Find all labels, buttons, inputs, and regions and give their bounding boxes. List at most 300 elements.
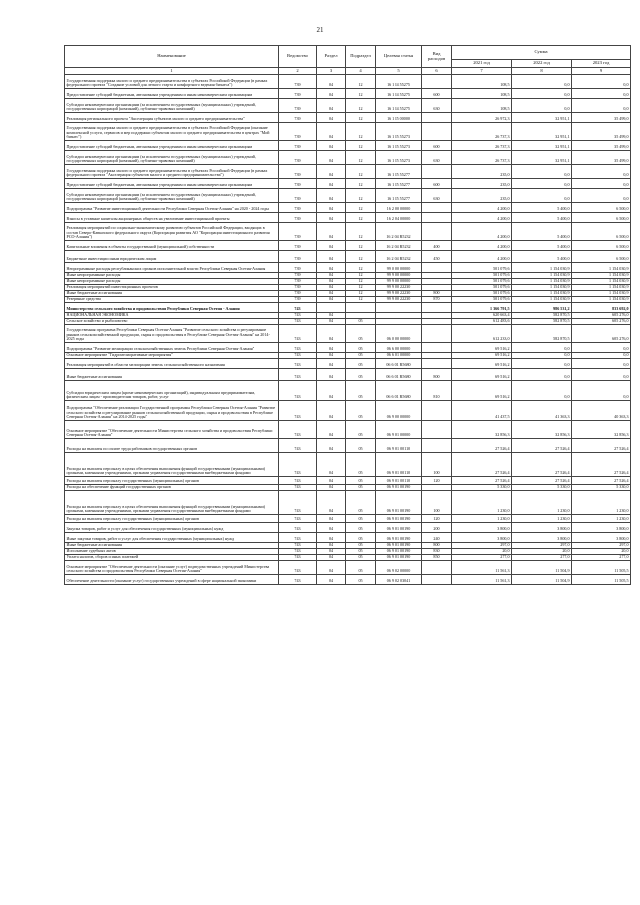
row-name-cell: Взносы в уставные капиталы акционерных обществ на увеличение инвестиционной проекты bbox=[65, 213, 279, 223]
row-subsection-cell: 12 bbox=[346, 263, 376, 273]
row-section-cell: 04 bbox=[317, 141, 346, 151]
row-section-cell: 04 bbox=[317, 213, 346, 223]
row-amount-2021-cell: 501 079,6 bbox=[452, 273, 512, 279]
table-row bbox=[65, 515, 631, 523]
table-row bbox=[65, 251, 631, 263]
header-expense-type: Вид расходов bbox=[422, 46, 452, 68]
row-department-cell: 739 bbox=[279, 291, 317, 297]
row-section-cell: 04 bbox=[317, 523, 346, 533]
row-amount-2023-cell: 27 526,4 bbox=[572, 453, 631, 477]
row-department-cell: 739 bbox=[279, 75, 317, 89]
row-amount-2022-cell: 20,0 bbox=[512, 549, 572, 555]
row-amount-2021-cell: 32 856,3 bbox=[452, 421, 512, 439]
row-expense-type-cell: 800 bbox=[422, 291, 452, 297]
row-amount-2021-cell: 1 230,0 bbox=[452, 515, 512, 523]
row-amount-2023-cell: 0,0 bbox=[572, 189, 631, 203]
header-year-2021: 2021 год bbox=[452, 60, 512, 68]
header-section: Раздел bbox=[317, 46, 346, 68]
row-subsection-cell: 05 bbox=[346, 515, 376, 523]
column-number: 1 bbox=[65, 68, 279, 75]
row-amount-2021-cell: 4 200,0 bbox=[452, 213, 512, 223]
row-target-article-cell: 06 6 01 00000 bbox=[376, 353, 422, 359]
row-expense-type-cell bbox=[422, 303, 452, 313]
row-subsection-cell: 05 bbox=[346, 381, 376, 401]
row-subsection-cell: 12 bbox=[346, 99, 376, 113]
table-row bbox=[65, 523, 631, 533]
row-expense-type-cell: 600 bbox=[422, 89, 452, 99]
row-subsection-cell: 05 bbox=[346, 359, 376, 369]
row-department-cell: 739 bbox=[279, 285, 317, 291]
row-amount-2023-cell: 1 154 030,9 bbox=[572, 273, 631, 279]
row-amount-2022-cell: 0,0 bbox=[512, 359, 572, 369]
row-amount-2022-cell: 582 870,5 bbox=[512, 325, 572, 343]
row-section-cell: 04 bbox=[317, 279, 346, 285]
row-department-cell: 743 bbox=[279, 353, 317, 359]
row-subsection-cell: 12 bbox=[346, 75, 376, 89]
row-subsection-cell: 05 bbox=[346, 561, 376, 575]
row-target-article-cell: 06 9 00 00000 bbox=[376, 401, 422, 421]
row-amount-2023-cell: 1 154 030,9 bbox=[572, 285, 631, 291]
row-target-article-cell: 06 6 01 R5680 bbox=[376, 381, 422, 401]
row-name-cell: Подпрограмма "Обеспечение реализации Государственной программы Республики Северная Осетия-Алания "Развитие сельского хозяйства и регулирование рынков сельскохозяйственной продукции, сырья и продовольствия в Республике Северная Осетия-Алания" на 2014-2025 годы" bbox=[65, 401, 279, 421]
row-amount-2022-cell: 27 526,4 bbox=[512, 439, 572, 453]
row-department-cell: 739 bbox=[279, 123, 317, 141]
row-target-article-cell: 06 9 01 00190 bbox=[376, 491, 422, 515]
row-name-cell: Иные бюджетные ассигнования bbox=[65, 291, 279, 297]
row-name-cell: Закупка товаров, работ и услуг для обеспечения государственных (муниципальных) нужд bbox=[65, 523, 279, 533]
row-subsection-cell: 05 bbox=[346, 353, 376, 359]
row-amount-2023-cell: 605 276,0 bbox=[572, 325, 631, 343]
row-section-cell: 04 bbox=[317, 555, 346, 561]
row-amount-2022-cell: 32 951,1 bbox=[512, 113, 572, 123]
row-section-cell: 04 bbox=[317, 515, 346, 523]
row-expense-type-cell: 630 bbox=[422, 151, 452, 165]
row-expense-type-cell: 630 bbox=[422, 189, 452, 203]
row-expense-type-cell bbox=[422, 75, 452, 89]
row-expense-type-cell bbox=[422, 223, 452, 241]
row-name-cell: Субсидии некоммерческим организациям (за исключением государственных (муниципальных) учреждений, государственных корпораций (компаний), публично-правовых компаний) bbox=[65, 151, 279, 165]
row-amount-2021-cell: 11 561,3 bbox=[452, 561, 512, 575]
row-department-cell: 739 bbox=[279, 203, 317, 213]
row-expense-type-cell bbox=[422, 113, 452, 123]
row-subsection-cell: 05 bbox=[346, 533, 376, 543]
row-amount-2022-cell: 32 951,1 bbox=[512, 151, 572, 165]
table-row bbox=[65, 113, 631, 123]
row-name-cell: Обеспечение деятельности (оказание услуг) государственных учреждений в сфере национальной экономики bbox=[65, 575, 279, 585]
row-amount-2022-cell: 27 526,4 bbox=[512, 453, 572, 477]
row-amount-2023-cell: 297,0 bbox=[572, 543, 631, 549]
row-amount-2022-cell: 5 330,0 bbox=[512, 485, 572, 491]
row-amount-2023-cell: 0,0 bbox=[572, 165, 631, 179]
row-section-cell: 04 bbox=[317, 319, 346, 325]
row-name-cell: Реализация регионального проекта "Акселерация субъектов малого и среднего предпринимательства" bbox=[65, 113, 279, 123]
row-subsection-cell: 12 bbox=[346, 89, 376, 99]
row-target-article-cell: 16 1 I5 00000 bbox=[376, 113, 422, 123]
row-name-cell: Предоставление субсидий бюджетным, автономным учреждениям и иным некоммерческим организациям bbox=[65, 89, 279, 99]
table-row bbox=[65, 179, 631, 189]
row-department-cell: 739 bbox=[279, 273, 317, 279]
row-department-cell: 743 bbox=[279, 555, 317, 561]
row-expense-type-cell: 800 bbox=[422, 543, 452, 549]
header-sum: Сумма bbox=[452, 46, 631, 60]
table-row bbox=[65, 359, 631, 369]
row-name-cell: Субсидии некоммерческим организациям (за исключением государственных (муниципальных) учреждений, государственных корпораций (компаний), публично-правовых компаний) bbox=[65, 99, 279, 113]
row-section-cell: 04 bbox=[317, 189, 346, 203]
row-target-article-cell: 16 2 04 R5232 bbox=[376, 241, 422, 251]
row-amount-2023-cell: 833 692,0 bbox=[572, 303, 631, 313]
row-amount-2023-cell: 20,0 bbox=[572, 549, 631, 555]
row-amount-2022-cell: 582 870,5 bbox=[512, 313, 572, 319]
row-subsection-cell: 05 bbox=[346, 439, 376, 453]
row-amount-2022-cell: 0,0 bbox=[512, 99, 572, 113]
row-section-cell bbox=[317, 303, 346, 313]
row-subsection-cell: 12 bbox=[346, 203, 376, 213]
row-expense-type-cell bbox=[422, 263, 452, 273]
row-amount-2021-cell: 26 737,3 bbox=[452, 123, 512, 141]
table-row bbox=[65, 123, 631, 141]
row-amount-2021-cell: 277,0 bbox=[452, 555, 512, 561]
table-row bbox=[65, 89, 631, 99]
row-subsection-cell: 12 bbox=[346, 179, 376, 189]
row-section-cell: 04 bbox=[317, 241, 346, 251]
row-subsection-cell: 12 bbox=[346, 285, 376, 291]
row-subsection-cell: 12 bbox=[346, 165, 376, 179]
table-row bbox=[65, 189, 631, 203]
table-row bbox=[65, 203, 631, 213]
row-amount-2021-cell: 4 200,0 bbox=[452, 203, 512, 213]
row-name-cell: Расходы на выплаты персоналу в целях обеспечения выполнения функций государственными (муниципальными) органами, казенными учреждениями, органами управления государственными внебюджетными фондами bbox=[65, 491, 279, 515]
row-subsection-cell: 12 bbox=[346, 297, 376, 303]
row-target-article-cell: 99 9 00 22230 bbox=[376, 285, 422, 291]
row-target-article-cell: 99 9 00 00000 bbox=[376, 279, 422, 285]
row-amount-2021-cell: 4 200,0 bbox=[452, 251, 512, 263]
table-row bbox=[65, 453, 631, 477]
row-section-cell: 04 bbox=[317, 561, 346, 575]
row-expense-type-cell bbox=[422, 123, 452, 141]
row-amount-2021-cell: 5 330,0 bbox=[452, 485, 512, 491]
row-section-cell: 04 bbox=[317, 285, 346, 291]
row-target-article-cell: 99 0 00 00000 bbox=[376, 263, 422, 273]
row-section-cell: 04 bbox=[317, 313, 346, 319]
row-amount-2023-cell: 0,0 bbox=[572, 359, 631, 369]
row-amount-2023-cell: 6 500,0 bbox=[572, 203, 631, 213]
table-row bbox=[65, 263, 631, 273]
row-amount-2021-cell: 501 079,6 bbox=[452, 291, 512, 297]
row-target-article-cell: 16 1 I5 55277 bbox=[376, 179, 422, 189]
row-section-cell: 04 bbox=[317, 343, 346, 353]
row-amount-2022-cell: 5 400,0 bbox=[512, 241, 572, 251]
row-target-article-cell: 16 1 I5 55273 bbox=[376, 141, 422, 151]
row-subsection-cell: 05 bbox=[346, 319, 376, 325]
row-amount-2023-cell: 0,0 bbox=[572, 99, 631, 113]
row-amount-2023-cell: 0,0 bbox=[572, 75, 631, 89]
row-section-cell: 04 bbox=[317, 203, 346, 213]
row-expense-type-cell: 120 bbox=[422, 515, 452, 523]
row-name-cell: Реализация мероприятий по социально-экономическому развитию субъектов Российской Федерации, входящих в состав Северо-Кавказского федерального округа (Корпорация развития АО "Корпорация инвестиционного развития РСО-Алания") bbox=[65, 223, 279, 241]
row-expense-type-cell: 200 bbox=[422, 523, 452, 533]
row-name-cell: Основное мероприятие "Обеспечение деятельности Министерства сельского хозяйства и продовольствия Республики Северная Осетия-Алания" bbox=[65, 421, 279, 439]
row-subsection-cell: 05 bbox=[346, 555, 376, 561]
row-amount-2022-cell: 1 154 030,9 bbox=[512, 297, 572, 303]
row-department-cell: 743 bbox=[279, 515, 317, 523]
row-target-article-cell: 16 1 I5 55277 bbox=[376, 165, 422, 179]
row-amount-2022-cell: 27 526,4 bbox=[512, 477, 572, 485]
row-target-article-cell: 06 9 01 00110 bbox=[376, 453, 422, 477]
row-expense-type-cell: 100 bbox=[422, 453, 452, 477]
row-name-cell: Государственная поддержка малого и среднего предпринимательства в субъектах Российской Федерации (в рамках федерального проекта "Создание условий для легкого старта и комфортного ведения бизнеса") bbox=[65, 75, 279, 89]
row-amount-2022-cell: 986 531,2 bbox=[512, 303, 572, 313]
row-name-cell: Субсидии некоммерческим организациям (за исключением государственных (муниципальных) учреждений, государственных корпораций (компаний), публично-правовых компаний) bbox=[65, 189, 279, 203]
row-subsection-cell: 05 bbox=[346, 477, 376, 485]
row-amount-2022-cell: 277,0 bbox=[512, 555, 572, 561]
row-department-cell: 743 bbox=[279, 313, 317, 319]
row-department-cell: 739 bbox=[279, 297, 317, 303]
column-number: 4 bbox=[346, 68, 376, 75]
row-section-cell: 04 bbox=[317, 151, 346, 165]
row-expense-type-cell: 120 bbox=[422, 477, 452, 485]
row-department-cell: 743 bbox=[279, 401, 317, 421]
row-expense-type-cell bbox=[422, 561, 452, 575]
row-department-cell: 739 bbox=[279, 99, 317, 113]
row-amount-2023-cell: 605 276,0 bbox=[572, 313, 631, 319]
row-amount-2021-cell: 69 516,2 bbox=[452, 343, 512, 353]
row-name-cell: Расходы на обеспечение функций государственных органов bbox=[65, 485, 279, 491]
row-department-cell: 743 bbox=[279, 381, 317, 401]
row-amount-2021-cell: 108,5 bbox=[452, 89, 512, 99]
row-amount-2021-cell: 69 516,2 bbox=[452, 369, 512, 381]
row-expense-type-cell: 600 bbox=[422, 141, 452, 151]
row-expense-type-cell bbox=[422, 203, 452, 213]
row-expense-type-cell bbox=[422, 575, 452, 585]
row-section-cell: 04 bbox=[317, 223, 346, 241]
row-section-cell: 04 bbox=[317, 89, 346, 99]
row-target-article-cell: 06 9 01 00110 bbox=[376, 477, 422, 485]
row-amount-2023-cell: 0,0 bbox=[572, 89, 631, 99]
row-name-cell: Расходы на выплаты персоналу в целях обеспечения выполнения функций государственными (муниципальными) органами, казенными учреждениями, органами управления государственными внебюджетными фондами bbox=[65, 453, 279, 477]
row-name-cell: Расходы на выплаты персоналу государственных (муниципальных) органов bbox=[65, 515, 279, 523]
row-expense-type-cell: 600 bbox=[422, 179, 452, 189]
row-subsection-cell: 12 bbox=[346, 273, 376, 279]
row-name-cell: Исполнение судебных актов bbox=[65, 549, 279, 555]
row-expense-type-cell: 400 bbox=[422, 241, 452, 251]
table-row bbox=[65, 533, 631, 543]
table-row bbox=[65, 213, 631, 223]
row-amount-2021-cell: 1 366 791,5 bbox=[452, 303, 512, 313]
row-subsection-cell: 05 bbox=[346, 325, 376, 343]
row-amount-2021-cell: 501 079,6 bbox=[452, 297, 512, 303]
row-amount-2022-cell: 5 400,0 bbox=[512, 203, 572, 213]
row-section-cell: 04 bbox=[317, 165, 346, 179]
row-expense-type-cell: 100 bbox=[422, 491, 452, 515]
row-target-article-cell: 06 9 01 00190 bbox=[376, 555, 422, 561]
row-subsection-cell: 05 bbox=[346, 421, 376, 439]
row-department-cell: 739 bbox=[279, 241, 317, 251]
row-expense-type-cell bbox=[422, 343, 452, 353]
row-amount-2023-cell: 0,0 bbox=[572, 179, 631, 189]
row-amount-2021-cell: 4 200,0 bbox=[452, 241, 512, 251]
table-row bbox=[65, 99, 631, 113]
row-target-article-cell: 16 1 I4 55275 bbox=[376, 89, 422, 99]
row-subsection-cell bbox=[346, 303, 376, 313]
row-target-article-cell: 16 2 04 R5232 bbox=[376, 223, 422, 241]
row-target-article-cell: 06 9 02 00000 bbox=[376, 561, 422, 575]
row-department-cell: 743 bbox=[279, 439, 317, 453]
row-amount-2021-cell: 26 972,3 bbox=[452, 113, 512, 123]
row-target-article-cell: 06 9 01 00000 bbox=[376, 421, 422, 439]
table-row bbox=[65, 381, 631, 401]
row-amount-2021-cell: 26 737,3 bbox=[452, 141, 512, 151]
row-amount-2021-cell: 27 526,4 bbox=[452, 477, 512, 485]
header-year-2023: 2023 год bbox=[572, 60, 631, 68]
row-expense-type-cell: 800 bbox=[422, 369, 452, 381]
row-subsection-cell: 05 bbox=[346, 485, 376, 491]
row-expense-type-cell: 630 bbox=[422, 99, 452, 113]
row-amount-2022-cell: 0,0 bbox=[512, 89, 572, 99]
row-section-cell: 04 bbox=[317, 113, 346, 123]
row-amount-2021-cell: 501 079,6 bbox=[452, 285, 512, 291]
row-section-cell: 04 bbox=[317, 453, 346, 477]
row-amount-2023-cell: 6 500,0 bbox=[572, 241, 631, 251]
row-subsection-cell: 05 bbox=[346, 343, 376, 353]
row-amount-2021-cell: 612 233,0 bbox=[452, 325, 512, 343]
row-amount-2022-cell: 32 951,1 bbox=[512, 141, 572, 151]
row-subsection-cell: 05 bbox=[346, 453, 376, 477]
row-amount-2023-cell: 0,0 bbox=[572, 381, 631, 401]
row-department-cell: 739 bbox=[279, 279, 317, 285]
page-number: 21 bbox=[316, 26, 324, 34]
table-row bbox=[65, 223, 631, 241]
table-row bbox=[65, 561, 631, 575]
row-name-cell: Расходы на выплаты персоналу государственных (муниципальных) органов bbox=[65, 477, 279, 485]
row-amount-2023-cell: 1 230,0 bbox=[572, 515, 631, 523]
row-amount-2023-cell: 1 154 030,9 bbox=[572, 279, 631, 285]
table-row bbox=[65, 575, 631, 585]
row-name-cell: Основное мероприятие "Обеспечение деятельности (оказание услуг) подведомственных учреждений Министерства сельского хозяйства и продовольствия Республики Северная Осетия-Алания" bbox=[65, 561, 279, 575]
row-target-article-cell: 16 1 I4 55275 bbox=[376, 99, 422, 113]
row-department-cell: 739 bbox=[279, 165, 317, 179]
row-section-cell: 04 bbox=[317, 359, 346, 369]
row-amount-2021-cell: 235,0 bbox=[452, 189, 512, 203]
row-department-cell: 743 bbox=[279, 491, 317, 515]
row-name-cell: Сельское хозяйство и рыболовство bbox=[65, 319, 279, 325]
row-amount-2021-cell: 501 079,6 bbox=[452, 263, 512, 273]
table-row bbox=[65, 303, 631, 313]
table-row bbox=[65, 439, 631, 453]
table-row bbox=[65, 343, 631, 353]
row-name-cell: Государственная поддержка малого и среднего предпринимательства в субъектах Российской Федерации (в рамках федерального проекта "Акселерация субъектов малого и среднего предпринимательства") bbox=[65, 165, 279, 179]
row-expense-type-cell: 830 bbox=[422, 549, 452, 555]
row-amount-2023-cell: 35 499,0 bbox=[572, 151, 631, 165]
row-amount-2021-cell: 108,5 bbox=[452, 75, 512, 89]
row-expense-type-cell bbox=[422, 401, 452, 421]
row-section-cell: 04 bbox=[317, 75, 346, 89]
row-section-cell: 04 bbox=[317, 401, 346, 421]
row-amount-2021-cell: 501 079,6 bbox=[452, 279, 512, 285]
row-amount-2022-cell: 41 363,3 bbox=[512, 401, 572, 421]
row-amount-2021-cell: 27 526,4 bbox=[452, 453, 512, 477]
row-amount-2023-cell: 5 330,0 bbox=[572, 485, 631, 491]
budget-table bbox=[64, 45, 631, 585]
row-amount-2023-cell: 1 154 030,9 bbox=[572, 297, 631, 303]
row-subsection-cell: 12 bbox=[346, 223, 376, 241]
row-amount-2022-cell: 0,0 bbox=[512, 165, 572, 179]
row-target-article-cell: 06 9 01 00190 bbox=[376, 549, 422, 555]
column-number: 9 bbox=[572, 68, 631, 75]
row-amount-2022-cell: 1 154 030,9 bbox=[512, 273, 572, 279]
row-amount-2023-cell: 35 499,0 bbox=[572, 113, 631, 123]
row-section-cell: 04 bbox=[317, 353, 346, 359]
row-amount-2021-cell: 27 526,4 bbox=[452, 439, 512, 453]
row-amount-2022-cell: 32 951,1 bbox=[512, 123, 572, 141]
row-amount-2023-cell: 6 500,0 bbox=[572, 251, 631, 263]
table-row bbox=[65, 75, 631, 89]
row-department-cell: 739 bbox=[279, 263, 317, 273]
row-target-article-cell: 06 9 01 00110 bbox=[376, 439, 422, 453]
row-subsection-cell: 12 bbox=[346, 241, 376, 251]
row-amount-2022-cell: 1 154 030,9 bbox=[512, 285, 572, 291]
row-name-cell: Подпрограмма "Развитие мелиорации сельскохозяйственных земель Республики Северная Осетия-Алания" bbox=[65, 343, 279, 353]
row-section-cell: 04 bbox=[317, 543, 346, 549]
row-expense-type-cell bbox=[422, 213, 452, 223]
row-amount-2022-cell: 32 856,3 bbox=[512, 421, 572, 439]
row-target-article-cell: 16 1 I5 55273 bbox=[376, 151, 422, 165]
row-expense-type-cell bbox=[422, 325, 452, 343]
row-subsection-cell: 12 bbox=[346, 189, 376, 203]
row-amount-2021-cell: 11 561,3 bbox=[452, 575, 512, 585]
row-amount-2021-cell: 41 437,5 bbox=[452, 401, 512, 421]
row-target-article-cell: 16 2 00 00000 bbox=[376, 203, 422, 213]
row-section-cell: 04 bbox=[317, 439, 346, 453]
row-amount-2023-cell: 35 499,0 bbox=[572, 123, 631, 141]
row-name-cell: Капитальные вложения в объекты государственной (муниципальной) собственности bbox=[65, 241, 279, 251]
row-amount-2022-cell: 0,0 bbox=[512, 179, 572, 189]
row-subsection-cell: 12 bbox=[346, 291, 376, 297]
row-amount-2022-cell: 5 400,0 bbox=[512, 213, 572, 223]
row-amount-2021-cell: 297,0 bbox=[452, 543, 512, 549]
row-amount-2021-cell: 3 800,0 bbox=[452, 523, 512, 533]
row-subsection-cell: 05 bbox=[346, 575, 376, 585]
row-expense-type-cell: 810 bbox=[422, 381, 452, 401]
row-target-article-cell: 06 6 01 R5680 bbox=[376, 359, 422, 369]
row-amount-2022-cell: 11 504,9 bbox=[512, 575, 572, 585]
row-expense-type-cell: 240 bbox=[422, 533, 452, 543]
row-amount-2021-cell: 612 483,6 bbox=[452, 319, 512, 325]
row-department-cell: 739 bbox=[279, 89, 317, 99]
row-target-article-cell: 16 1 I5 55277 bbox=[376, 189, 422, 203]
table-row bbox=[65, 369, 631, 381]
row-department-cell: 743 bbox=[279, 369, 317, 381]
row-section-cell: 04 bbox=[317, 325, 346, 343]
table-row bbox=[65, 491, 631, 515]
header-year-2022: 2022 год bbox=[512, 60, 572, 68]
row-amount-2021-cell: 69 516,2 bbox=[452, 353, 512, 359]
row-expense-type-cell: 870 bbox=[422, 297, 452, 303]
row-amount-2022-cell: 1 154 030,9 bbox=[512, 291, 572, 297]
row-department-cell: 743 bbox=[279, 319, 317, 325]
row-target-article-cell: 06 9 01 00190 bbox=[376, 485, 422, 491]
row-name-cell: Иные непрограммные расходы bbox=[65, 279, 279, 285]
row-amount-2022-cell: 3 800,0 bbox=[512, 533, 572, 543]
row-subsection-cell: 12 bbox=[346, 151, 376, 165]
row-amount-2022-cell: 1 154 030,9 bbox=[512, 279, 572, 285]
row-department-cell: 743 bbox=[279, 359, 317, 369]
row-amount-2022-cell: 582 870,5 bbox=[512, 319, 572, 325]
row-amount-2023-cell: 1 154 030,9 bbox=[572, 291, 631, 297]
row-name-cell: Расходы на выплаты по оплате труда работников государственных органов bbox=[65, 439, 279, 453]
row-amount-2023-cell: 0,0 bbox=[572, 353, 631, 359]
row-department-cell: 743 bbox=[279, 561, 317, 575]
column-number: 8 bbox=[512, 68, 572, 75]
